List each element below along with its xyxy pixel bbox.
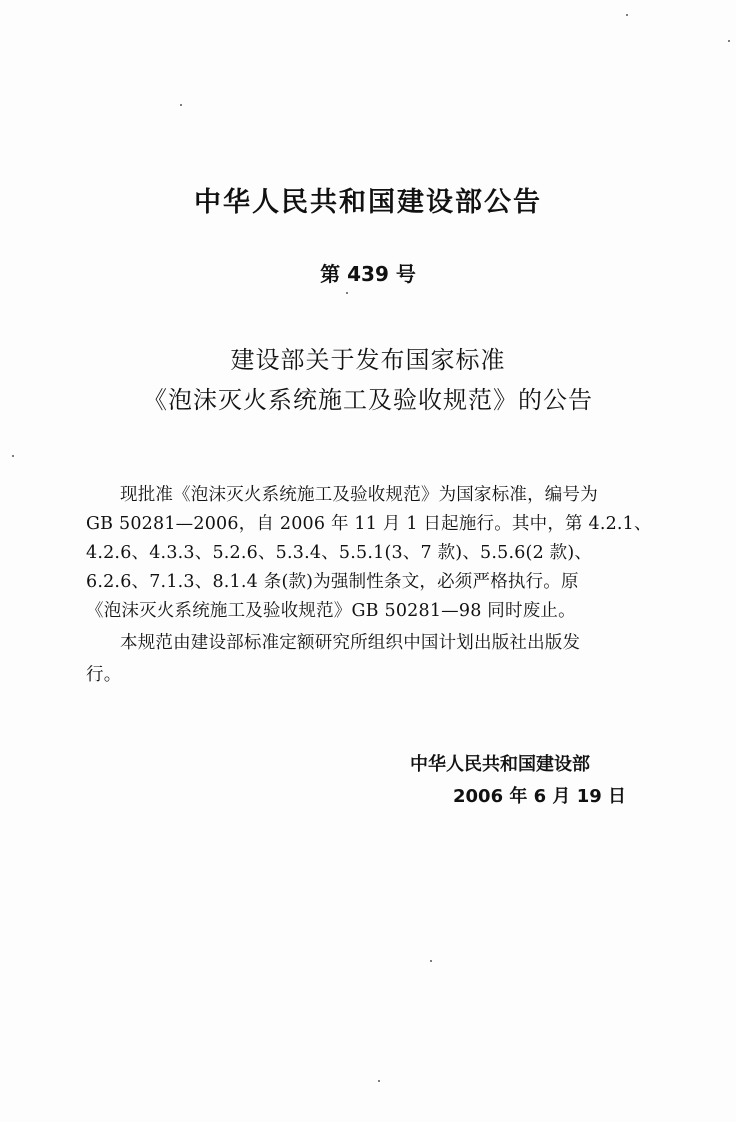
scan-speck	[12, 455, 14, 457]
announcement-subtitle-line-2: 《泡沫灭火系统施工及验收规范》的公告	[143, 386, 593, 414]
scan-speck	[626, 14, 628, 16]
announcement-number: 第 439 号	[320, 262, 416, 286]
scan-speck	[430, 960, 432, 962]
announcement-subtitle-line-1: 建设部关于发布国家标准	[230, 346, 506, 374]
body-paragraph-2-line-2: 行。	[86, 665, 122, 685]
body-paragraph-1-line-2: GB 50281—2006，自 2006 年 11 月 1 日起施行。其中，第 4.2.1、	[86, 514, 652, 534]
scan-speck	[346, 292, 348, 294]
scan-speck	[728, 40, 730, 42]
body-paragraph-1-line-4: 6.2.6、7.1.3、8.1.4 条(款)为强制性条文，必须严格执行。原	[86, 572, 579, 592]
announcement-title: 中华人民共和国建设部公告	[194, 187, 542, 218]
scan-speck	[180, 104, 182, 106]
scan-speck	[378, 1080, 380, 1082]
signature-date: 2006 年 6 月 19 日	[453, 786, 627, 807]
body-paragraph-2-line-1: 本规范由建设部标准定额研究所组织中国计划出版社出版发	[120, 633, 581, 653]
body-paragraph-1-line-3: 4.2.6、4.3.3、5.2.6、5.3.4、5.5.1(3、7 款)、5.5.6(2 款)、	[86, 543, 593, 563]
body-paragraph-1-line-5: 《泡沫灭火系统施工及验收规范》GB 50281—98 同时废止。	[86, 601, 576, 621]
signature-organization: 中华人民共和国建设部	[410, 754, 590, 775]
body-paragraph-1-line-1: 现批准《泡沫灭火系统施工及验收规范》为国家标准，编号为	[120, 485, 598, 505]
